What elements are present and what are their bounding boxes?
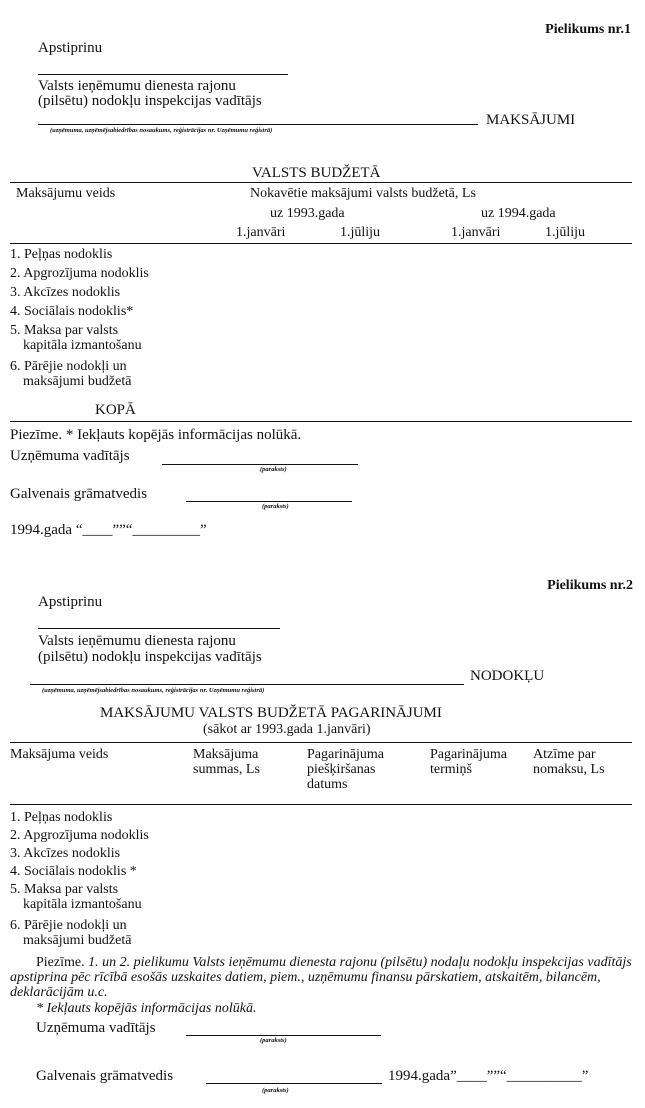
col-date-3: 1.janvāri [451,225,501,240]
appendix-1-label: Pielikums nr.1 [545,22,631,37]
col-date-4: 1.jūliju [545,225,586,240]
table-top-rule [10,182,632,183]
title-payments: MAKSĀJUMI [486,112,576,128]
col-overdue-group: Nokavētie maksājumi valsts budžetā, Ls [250,186,476,201]
list-item: 1. Peļņas nodoklis [10,247,113,262]
list-item: 5. Maksa par valsts kapitāla izmantošanu [10,882,142,912]
enterprise-caption: (uzņēmuma, uzņēmējsabiedrības nosaukums, reģistrācijas nr. Uzņēmumu reģistrā) [42,687,265,694]
table-top-rule [10,742,632,743]
table-header-rule [10,243,632,244]
manager-signature-caption: (paraksts) [260,466,287,473]
col-payment-sum: Maksājuma summas, Ls [193,747,260,777]
enterprise-name-line [30,684,464,685]
col-payment-type: Maksājumu veids [16,186,116,201]
manager-signature-caption: (paraksts) [260,1037,287,1044]
approve-label: Apstiprinu [38,594,103,610]
enterprise-caption: (uzņēmuma, uzņēmējsabiedrības nosaukums, reģistrācijas nr. Uzņēmumu reģistrā) [50,127,273,134]
approve-label: Apstiprinu [38,40,103,56]
col-payment-mark: Atzīme par nomaksu, Ls [533,747,605,777]
col-payment-type: Maksājuma veids [10,747,109,762]
accountant-signature-caption: (paraksts) [262,503,289,510]
col-date-2: 1.jūliju [340,225,381,240]
col-year-1994: uz 1994.gada [481,206,556,221]
col-extension-date: Pagarinājuma piešķiršanas datums [307,747,384,792]
manager-label: Uzņēmuma vadītājs [10,448,130,464]
title-main: MAKSĀJUMU VALSTS BUDŽETĀ PAGARINĀJUMI [100,705,442,721]
col-year-1993: uz 1993.gada [270,206,345,221]
appendix-2-label: Pielikums nr.2 [547,578,633,593]
official-title-line1: Valsts ieņēmumu dienesta rajonu [38,633,236,649]
list-item: 4. Sociālais nodoklis* [10,304,134,319]
approval-signature-line [38,628,280,629]
table-bottom-rule [10,421,632,422]
manager-label: Uzņēmuma vadītājs [36,1020,156,1036]
list-item: 6. Pārējie nodokļi un maksājumi budžetā [10,359,132,389]
accountant-label: Galvenais grāmatvedis [10,486,148,502]
manager-signature-line [162,464,358,465]
list-item: 2. Apgrozījuma nodoklis [10,828,149,843]
official-title-line1: Valsts ieņēmumu dienesta rajonu [38,78,236,94]
accountant-signature-caption: (paraksts) [262,1087,289,1094]
list-item: 1. Peļņas nodoklis [10,810,113,825]
list-item: 3. Akcīzes nodoklis [10,846,121,861]
subtitle-state-budget: VALSTS BUDŽETĀ [252,165,381,181]
total-label: KOPĀ [95,402,136,418]
accountant-label: Galvenais grāmatvedis [36,1068,174,1084]
list-item: 4. Sociālais nodoklis * [10,864,137,879]
col-extension-term: Pagarinājuma termiņš [430,747,507,777]
approval-signature-line [38,74,288,75]
official-title-line2: (pilsētu) nodokļu inspekcijas vadītājs [38,649,262,665]
table-header-rule [10,804,632,805]
enterprise-name-line [38,124,478,125]
list-item: 3. Akcīzes nodoklis [10,285,121,300]
accountant-signature-line [186,501,352,502]
manager-signature-line [186,1035,381,1036]
note-paragraph: Piezīme. 1. un 2. pielikumu Valsts ieņēmumu dienesta rajonu (pilsētu) nodaļu nodokļu inspekcijas vadītājs apstiprina pēc rīcībā esošās uzskaites datiem, piem., uzņēmumu finansu pārskatiem, atskaitēm, bilancēm, deklarācijām u.c. [10,955,632,1000]
title-taxes: NODOKĻU [470,668,545,684]
official-title-line2: (pilsētu) nodokļu inspekcijas vadītājs [38,93,262,109]
col-date-1: 1.janvāri [236,225,286,240]
list-item: 5. Maksa par valsts kapitāla izmantošanu [10,323,142,353]
title-sub: (sākot ar 1993.gada 1.janvāri) [203,722,371,737]
list-item: 6. Pārējie nodokļi un maksājumi budžetā [10,918,132,948]
accountant-signature-line [206,1083,382,1084]
note: Piezīme. * Iekļauts kopējās informācijas nolūkā. [10,427,302,443]
list-item: 2. Apgrozījuma nodoklis [10,266,149,281]
note-star: * Iekļauts kopējās informācijas nolūkā. [36,1001,257,1016]
date-line: 1994.gada “____””“_________” [10,522,207,538]
date-line: 1994.gada”____””“__________” [388,1068,589,1084]
